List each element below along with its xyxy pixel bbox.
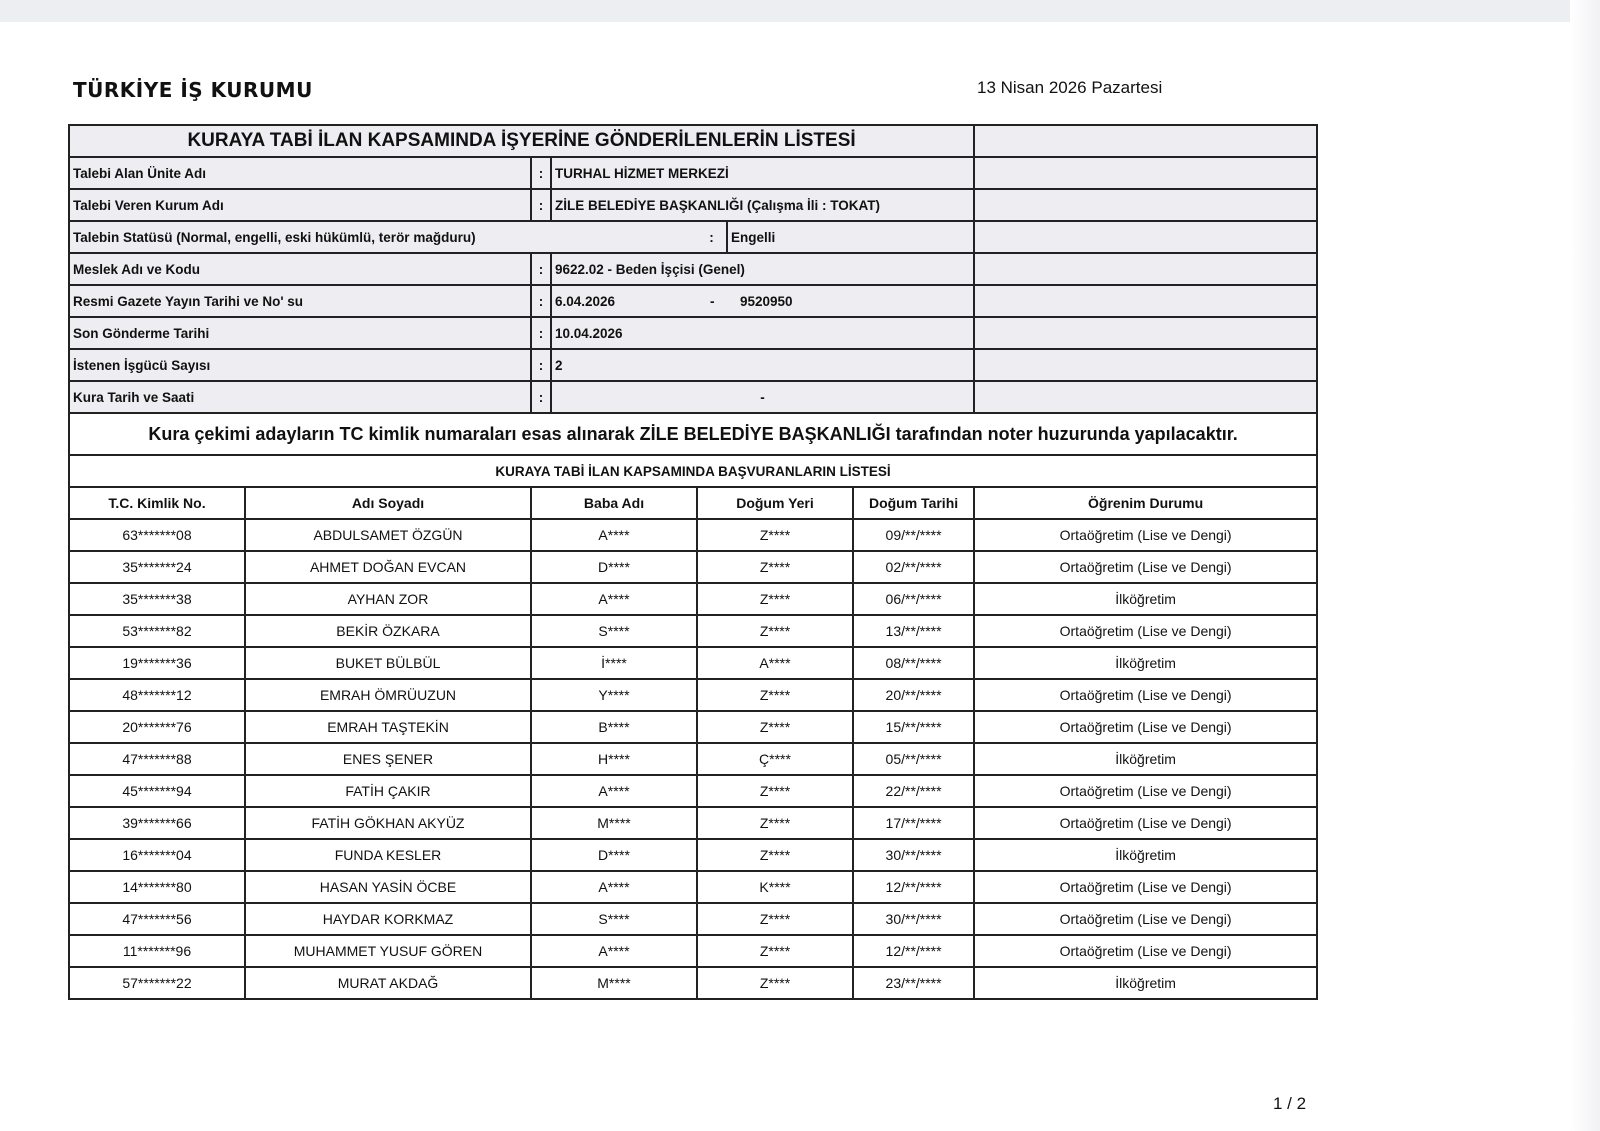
blank-cell: [974, 157, 1317, 189]
table-cell: Ortaöğretim (Lise ve Dengi): [974, 711, 1317, 743]
table-cell: 35*******38: [69, 583, 245, 615]
table-row: [69, 903, 1317, 935]
field-value: 9622.02 - Beden İşçisi (Genel): [551, 253, 974, 285]
field-value: TURHAL HİZMET MERKEZİ: [551, 157, 974, 189]
table-cell: 30/**/****: [853, 903, 974, 935]
field-separator: :: [531, 381, 551, 413]
table-cell: Z****: [697, 903, 853, 935]
table-cell: Ortaöğretim (Lise ve Dengi): [974, 871, 1317, 903]
table-cell: 47*******88: [69, 743, 245, 775]
table-cell: 08/**/****: [853, 647, 974, 679]
table-cell: H****: [531, 743, 697, 775]
table-cell: İlköğretim: [974, 967, 1317, 999]
blank-cell: [974, 317, 1317, 349]
table-cell: EMRAH ÖMRÜUZUN: [245, 679, 531, 711]
table-cell: 63*******08: [69, 519, 245, 551]
table-cell: MURAT AKDAĞ: [245, 967, 531, 999]
table-cell: 06/**/****: [853, 583, 974, 615]
table-cell: FATİH GÖKHAN AKYÜZ: [245, 807, 531, 839]
table-cell: 11*******96: [69, 935, 245, 967]
table-cell: AHMET DOĞAN EVCAN: [245, 551, 531, 583]
table-cell: 20*******76: [69, 711, 245, 743]
table-cell: 19*******36: [69, 647, 245, 679]
table-row: [69, 583, 1317, 615]
field-label: Talebi Alan Ünite Adı: [69, 157, 531, 189]
table-cell: İlköğretim: [974, 647, 1317, 679]
table-cell: A****: [697, 647, 853, 679]
field-separator: :: [531, 349, 551, 381]
table-cell: A****: [531, 871, 697, 903]
table-cell: 22/**/****: [853, 775, 974, 807]
column-header: Öğrenim Durumu: [974, 487, 1317, 519]
blank-cell: [974, 285, 1317, 317]
field-separator: :: [697, 221, 727, 253]
table-cell: Z****: [697, 615, 853, 647]
field-label: Talebi Veren Kurum Adı: [69, 189, 531, 221]
table-row: [69, 551, 1317, 583]
table-cell: 39*******66: [69, 807, 245, 839]
scan-edge-top: [0, 0, 1600, 22]
table-row: [69, 519, 1317, 551]
table-cell: 57*******22: [69, 967, 245, 999]
field-value-gazette: [551, 285, 974, 317]
scan-edge-right: [1570, 0, 1600, 1131]
field-separator: :: [531, 285, 551, 317]
table-cell: 02/**/****: [853, 551, 974, 583]
table-cell: M****: [531, 967, 697, 999]
table-cell: 23/**/****: [853, 967, 974, 999]
field-label: Talebin Statüsü (Normal, engelli, eski hükümlü, terör mağduru): [69, 221, 697, 253]
table-cell: Z****: [697, 711, 853, 743]
table-cell: Z****: [697, 551, 853, 583]
applicants-title: KURAYA TABİ İLAN KAPSAMINDA BAŞVURANLARIN LİSTESİ: [69, 455, 1317, 487]
blank-cell: [974, 221, 1317, 253]
field-separator: :: [531, 189, 551, 221]
table-cell: Ortaöğretim (Lise ve Dengi): [974, 775, 1317, 807]
table-cell: 17/**/****: [853, 807, 974, 839]
blank-cell: [974, 189, 1317, 221]
field-value: 10.04.2026: [551, 317, 974, 349]
gazette-dash: -: [710, 293, 715, 309]
table-cell: D****: [531, 551, 697, 583]
table-cell: B****: [531, 711, 697, 743]
field-value: Engelli: [727, 221, 974, 253]
lottery-notice: Kura çekimi adayların TC kimlik numaraları esas alınarak ZİLE BELEDİYE BAŞKANLIĞI tarafından noter huzurunda yapılacaktır.: [69, 413, 1317, 455]
table-cell: 45*******94: [69, 775, 245, 807]
table-cell: 12/**/****: [853, 935, 974, 967]
table-cell: Y****: [531, 679, 697, 711]
column-header: Doğum Tarihi: [853, 487, 974, 519]
table-cell: 14*******80: [69, 871, 245, 903]
table-cell: İlköğretim: [974, 743, 1317, 775]
document-date: 13 Nisan 2026 Pazartesi: [977, 78, 1163, 97]
table-cell: S****: [531, 903, 697, 935]
table-row: [69, 967, 1317, 999]
table-cell: Z****: [697, 583, 853, 615]
table-cell: 53*******82: [69, 615, 245, 647]
table-cell: Ortaöğretim (Lise ve Dengi): [974, 551, 1317, 583]
table-cell: 30/**/****: [853, 839, 974, 871]
table-cell: İ****: [531, 647, 697, 679]
table-cell: Z****: [697, 807, 853, 839]
column-header: Adı Soyadı: [245, 487, 531, 519]
table-cell: HASAN YASİN ÖCBE: [245, 871, 531, 903]
column-header: T.C. Kimlik No.: [69, 487, 245, 519]
field-value: -: [551, 381, 974, 413]
field-separator: :: [531, 157, 551, 189]
table-cell: ENES ŞENER: [245, 743, 531, 775]
table-row: [69, 807, 1317, 839]
table-cell: 09/**/****: [853, 519, 974, 551]
table-row: [69, 647, 1317, 679]
table-cell: Z****: [697, 519, 853, 551]
table-cell: EMRAH TAŞTEKİN: [245, 711, 531, 743]
table-cell: 16*******04: [69, 839, 245, 871]
table-cell: Z****: [697, 775, 853, 807]
table-cell: A****: [531, 583, 697, 615]
table-cell: Z****: [697, 679, 853, 711]
field-label: İstenen İşgücü Sayısı: [69, 349, 531, 381]
table-cell: BUKET BÜLBÜL: [245, 647, 531, 679]
table-cell: ABDULSAMET ÖZGÜN: [245, 519, 531, 551]
table-row: [69, 615, 1317, 647]
field-label: Son Gönderme Tarihi: [69, 317, 531, 349]
field-label: Resmi Gazete Yayın Tarihi ve No' su: [69, 285, 531, 317]
table-row: [69, 839, 1317, 871]
table-row: [69, 711, 1317, 743]
table-cell: Ortaöğretim (Lise ve Dengi): [974, 903, 1317, 935]
table-cell: Z****: [697, 967, 853, 999]
table-cell: A****: [531, 519, 697, 551]
column-header: Doğum Yeri: [697, 487, 853, 519]
table-row: [69, 679, 1317, 711]
field-separator: :: [531, 317, 551, 349]
table-cell: 35*******24: [69, 551, 245, 583]
table-cell: Ortaöğretim (Lise ve Dengi): [974, 807, 1317, 839]
table-cell: Ortaöğretim (Lise ve Dengi): [974, 679, 1317, 711]
page-number: 1 / 2: [1273, 1094, 1307, 1113]
table-cell: A****: [531, 775, 697, 807]
table-cell: K****: [697, 871, 853, 903]
blank-cell: [974, 253, 1317, 285]
table-cell: Ortaöğretim (Lise ve Dengi): [974, 519, 1317, 551]
table-cell: A****: [531, 935, 697, 967]
table-row: [69, 743, 1317, 775]
field-label: Meslek Adı ve Kodu: [69, 253, 531, 285]
table-row: [69, 775, 1317, 807]
table-cell: 05/**/****: [853, 743, 974, 775]
table-cell: D****: [531, 839, 697, 871]
table-cell: Z****: [697, 935, 853, 967]
table-cell: İlköğretim: [974, 839, 1317, 871]
table-row: [69, 871, 1317, 903]
table-cell: 47*******56: [69, 903, 245, 935]
table-cell: 48*******12: [69, 679, 245, 711]
blank-cell: [974, 381, 1317, 413]
table-cell: Ç****: [697, 743, 853, 775]
table-cell: FUNDA KESLER: [245, 839, 531, 871]
table-cell: 20/**/****: [853, 679, 974, 711]
gazette-date: 6.04.2026: [555, 293, 616, 309]
table-cell: İlköğretim: [974, 583, 1317, 615]
column-header: Baba Adı: [531, 487, 697, 519]
table-cell: S****: [531, 615, 697, 647]
table-cell: 15/**/****: [853, 711, 974, 743]
table-cell: M****: [531, 807, 697, 839]
table-row: [69, 935, 1317, 967]
field-value: 2: [551, 349, 974, 381]
table-cell: AYHAN ZOR: [245, 583, 531, 615]
blank-cell: [974, 125, 1317, 157]
field-label: Kura Tarih ve Saati: [69, 381, 531, 413]
organization-name: TÜRKİYE İŞ KURUMU: [73, 78, 313, 102]
table-cell: 12/**/****: [853, 871, 974, 903]
table-cell: Ortaöğretim (Lise ve Dengi): [974, 935, 1317, 967]
table-cell: FATİH ÇAKIR: [245, 775, 531, 807]
field-separator: :: [531, 253, 551, 285]
table-cell: HAYDAR KORKMAZ: [245, 903, 531, 935]
table-cell: Z****: [697, 839, 853, 871]
blank-cell: [974, 349, 1317, 381]
table-cell: BEKİR ÖZKARA: [245, 615, 531, 647]
table-cell: Ortaöğretim (Lise ve Dengi): [974, 615, 1317, 647]
gazette-number: 9520950: [740, 293, 793, 309]
form-title: KURAYA TABİ İLAN KAPSAMINDA İŞYERİNE GÖNDERİLENLERİN LİSTESİ: [69, 125, 974, 157]
field-value: ZİLE BELEDİYE BAŞKANLIĞI (Çalışma İli : TOKAT): [551, 189, 974, 221]
table-cell: MUHAMMET YUSUF GÖREN: [245, 935, 531, 967]
table-cell: 13/**/****: [853, 615, 974, 647]
document-table: [68, 124, 1318, 1000]
